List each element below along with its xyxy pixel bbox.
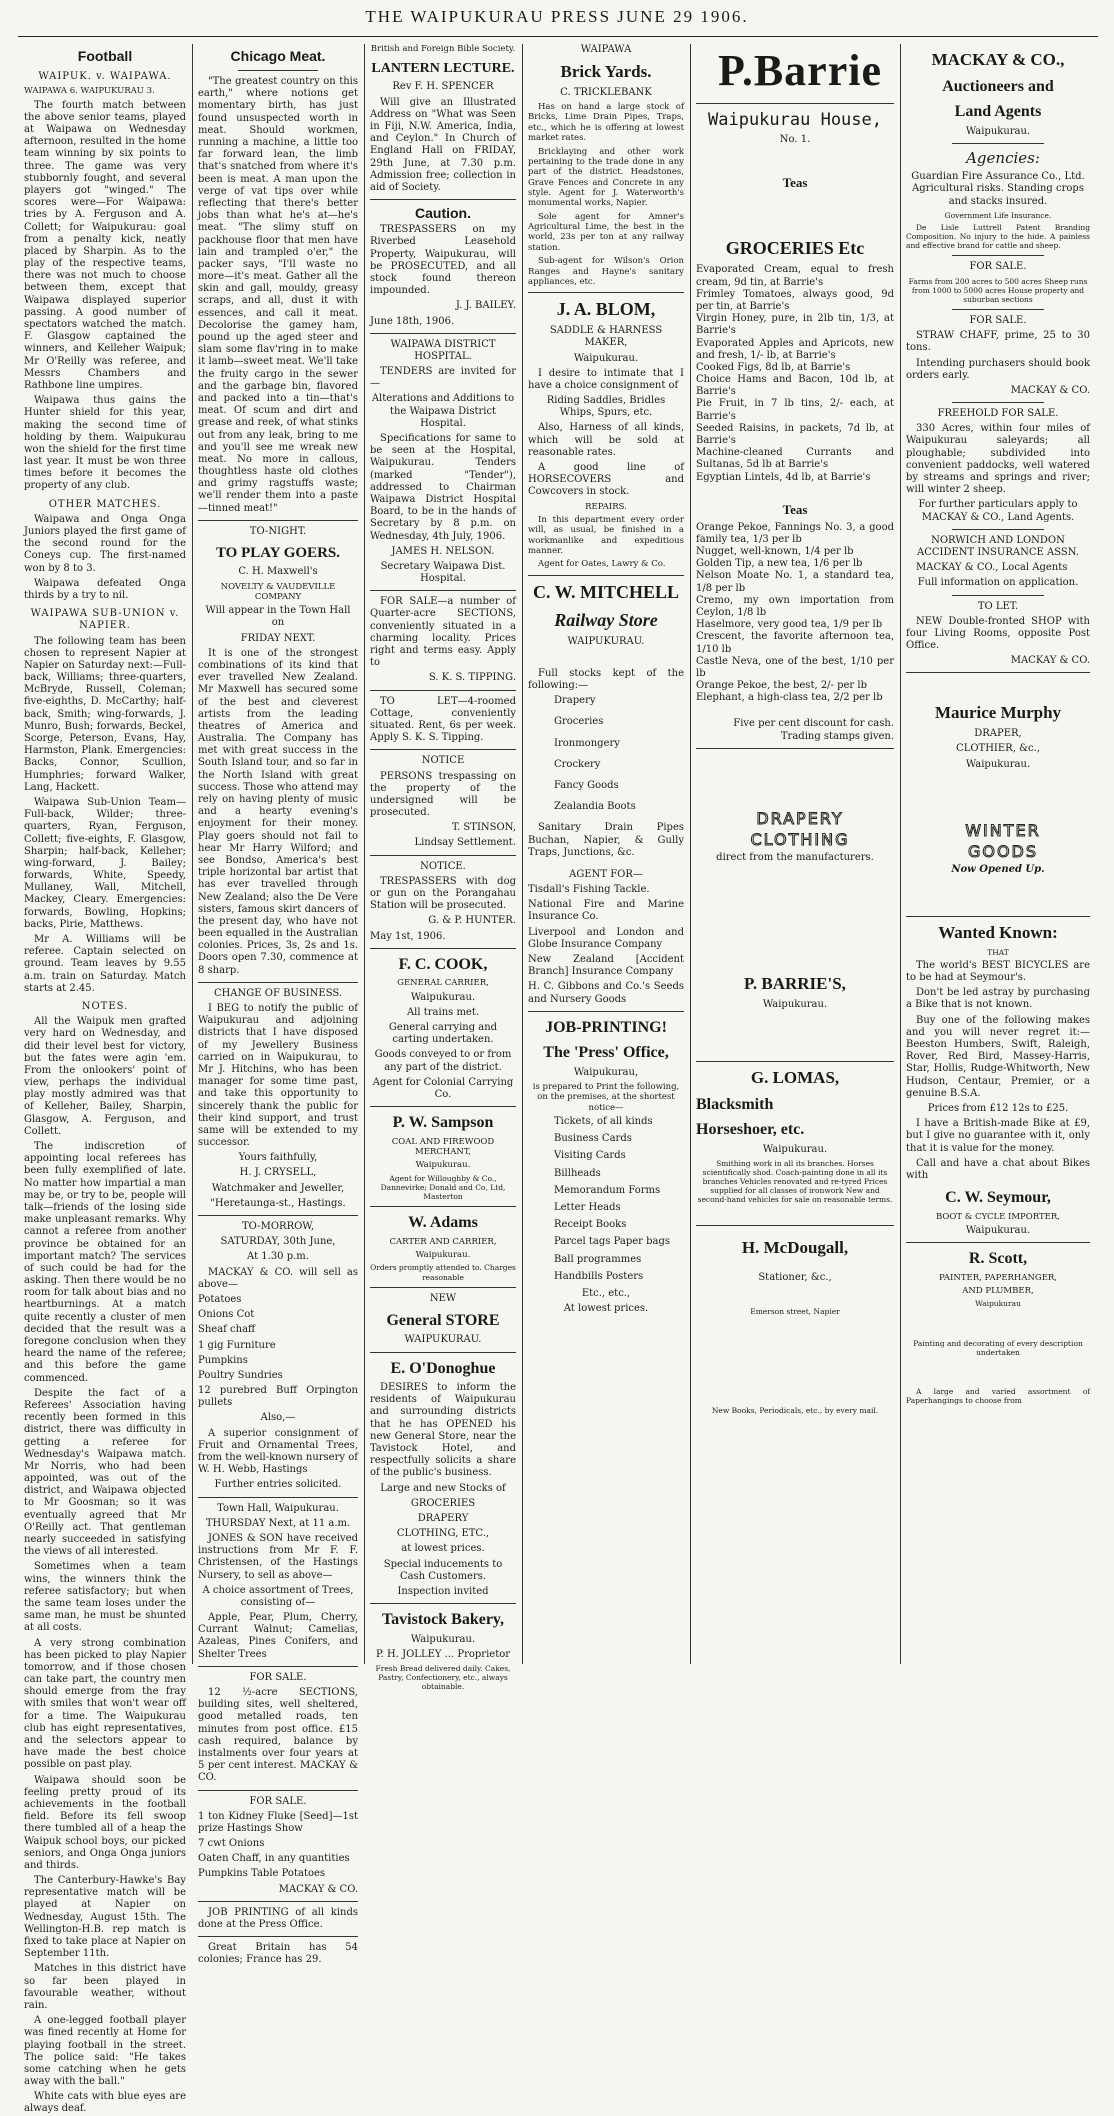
town: Waipukurau. [410,991,476,1003]
town: Waipukurau. [965,125,1031,137]
brick-heading: Brick Yards. [560,62,652,82]
tricklebank: C. TRICKLEBANK [560,86,652,98]
painting: Painting and decorating of every description undertaken [913,1338,1083,1357]
crysell: H. J. CRYSELL, [239,1167,317,1179]
jolley: P. H. JOLLEY ... Proprietor [375,1648,511,1660]
brick-ad: Bricklaying and other work pertaining to the trade done in any part of the district. Headstones, Grave Fences and Concrete in any style. Agent for J. Waterworth's monumental works, Napier. [528,146,684,209]
article-paragraph: All the Waipuk men grafted very hard on Wednesday, and did their level best for victory, but the fates were agin 'em. From the onlookers' point of view, perhaps the individual play mostly admired was that of Kelleher, Bailey, Sharpin, Glasgow, A. Ferguson, and Collett. [24,1016,186,1137]
acres: 330 Acres, within four miles of Waipukurau saleyards; all ploughable; subdivided into convenient paddocks, well watered by streams and springs and river; will winter 2 sheep. [906,423,1090,496]
divider [370,749,516,750]
job-printing-heading: JOB-PRINTING! [545,1018,667,1036]
column-barrie [690,44,900,1664]
column-four [522,44,690,1664]
stock-list [528,695,684,813]
football-heading: Football [77,48,133,64]
for-sale-heading: FOR SALE. [969,261,1027,273]
divider [528,575,684,576]
oates: Agent for Oates, Lawry & Co. [538,559,666,570]
stock-item: GROCERIES [410,1497,476,1509]
now-opened: Now Opened Up. [951,863,1045,875]
list-item: Tickets, of all kinds [554,1116,653,1128]
other-matches-heading: OTHER MATCHES. [48,498,162,510]
trees: Apple, Pear, Plum, Cherry, Currant Walnut; Camelias, Azaleas, Pines Conifers, and Shelter Trees [198,1612,358,1660]
barries: P. BARRIE'S, [744,974,846,994]
town: Waipukurau. [410,1633,476,1645]
divider [952,402,1044,403]
list-item: Receipt Books [554,1219,627,1231]
desire: I desire to intimate that I have a choice consignment of [528,367,684,391]
time: At 1.30 p.m. [247,1251,309,1263]
article-paragraph: Sometimes when a team wins, the winners think the referee satisfactory; but when the same team loses under the same man, he must be shunted at all costs. [24,1561,186,1634]
groceries-heading: GROCERIES Etc [725,238,865,259]
list-item: Fancy Goods [554,779,619,791]
chicago-heading: Chicago Meat. [230,48,326,64]
divider [370,1287,516,1288]
sale-line: Pumpkins Table Potatoes [198,1868,326,1880]
yours: Yours faithfully, [238,1152,318,1164]
town: Waipukurau. [762,998,828,1010]
divider [198,1497,358,1498]
company: NOVELTY & VAUDEVILLE COMPANY [220,581,336,602]
trains: All trains met. [406,1006,480,1018]
tenders: TENDERS are invited for— [370,366,516,390]
divider [696,103,894,104]
article-paragraph: Waipawa should soon be feeling pretty proud of its achievements in the football field. Before its fell swoop there tumbled all of a heap the Waipuk school boys, our picked seniors, and Onga Onga juniors and thirds. [24,1774,186,1871]
shop: NEW Double-fronted SHOP with four Living Rooms, opposite Post Office. [906,615,1090,652]
will-appear: Will appear in the Town Hall on [205,605,351,629]
that: THAT [987,947,1009,957]
freehold-heading: FREEHOLD FOR SALE. [937,408,1059,420]
speaker: Rev F. H. SPENCER [392,81,494,93]
groceries-list: Evaporated Cream, equal to fresh cream, 9d tin, at Barrie's Frimley Tomatoes, always good, 9d per tin, at Barrie's Virgin Honey, pure, in 2lb tin, 1/3, at Barrie's Evaporated Apples and Apricots, new and fresh, 1/- lb, at Barrie's Cooked Figs, 8d lb, at Barrie's Choice Hams and Bacon, 10d lb, at Barrie's Pie Fruit, in 7 lb tins, 2/- each, at Barrie's Seeded Raisins, in packets, 7d lb, at Barrie's Machine-cleaned Currants and Sultanas, 5d lb at Barrie's Egyptian Lintels, 4d lb, at Barrie's [696,264,894,483]
lot-item: Sheaf chaff [198,1324,256,1336]
thursday: THURSDAY Next, at 11 a.m. [205,1517,351,1529]
divider [198,520,358,521]
carrier: GENERAL CARRIER, [397,978,489,989]
column-three [364,44,522,1692]
article-paragraph: Waipawa defeated Onga thirds by a try to nil. [24,577,186,601]
choice: A choice assortment of Trees, consisting of— [202,1584,354,1608]
blom-heading: J. A. BLOM, [556,299,656,320]
divider [370,199,516,200]
brick-ad: Sub-agent for Wilson's Orion Ranges and Hayne's sanitary appliances, etc. [528,256,684,287]
list-item: Billheads [554,1167,601,1179]
emerson: Emerson street, Napier [750,1306,840,1316]
article-paragraph: The Canterbury-Hawke's Bay representative match will be played at Napier on Wednesday, August 15th. The Wellington-H.B. rep match is fixed to take place at Napier on September 11th. [24,1875,186,1960]
town: Waipukurau. [573,352,639,364]
list-item: Visiting Cards [554,1150,626,1162]
divider [198,982,358,983]
agent: Agent for Colonial Carrying Co. [372,1076,514,1100]
article-paragraph: Mr A. Williams will be referee. Captain selected on ground. Team leaves by 9.55 a.m. train on Saturday. Match starts at 2.45. [24,934,186,994]
sale-line: 7 cwt Onions [198,1838,265,1850]
trespass-ad: TRESPASSERS on my Riverbed Leasehold Property, Waipukurau, will be PROSECUTED, and all stock found thereon impounded. [370,224,516,297]
lowest: at lowest prices. [401,1543,485,1555]
waipukurau-house: Waipukurau House, [708,109,882,130]
teas-heading: Teas [782,501,808,517]
sections-ad: 12 ½-acre SECTIONS, building sites, well sheltered, good metalled roads, ten minutes from post office. £15 cash required, balance by instalments over four years at 5 per cent interest. MACKAY & CO. [198,1687,358,1784]
for-sale-heading: FOR SALE. [969,314,1027,326]
play-goers-heading: TO PLAY GOERS. [215,545,341,562]
score-line: WAIPAWA 6. WAIPUKURAU 3. [24,86,155,97]
agency: National Fire and Marine Insurance Co. [528,899,684,923]
printing-list [528,1116,684,1283]
specs: Specifications for same to be seen at the Hospital, Waipukurau. Tenders (marked "Tender"), addressed to Chairman Waipawa District Hospital Board, to be in the hands of Secretary by 8 p.m. on Wednesday, 4th July, 1906. [370,433,516,542]
divider [370,1206,516,1207]
divider [370,1352,516,1353]
winter-outline: WINTER [965,820,1041,840]
colonies: Great Britain has 54 colonies; France has 29. [198,1942,358,1966]
also: Also,— [260,1412,296,1424]
divider [906,672,1090,673]
orders: Orders promptly attended to. Charges reasonable [370,1263,516,1282]
lot-item: 1 gig Furniture [198,1339,276,1351]
list-item: Crockery [554,758,601,770]
divider [198,1215,358,1216]
odonoghue-heading: E. O'Donoghue [390,1359,496,1377]
divider [370,1603,516,1604]
desires: DESIRES to inform the residents of Waipukurau and surrounding districts that he has OPENED his new General Store, near the Tavistock Hotel, and respectfully solicits a share of the public's business. [370,1382,516,1479]
town: Waipukurau, [573,1066,639,1078]
divider [198,1936,358,1937]
to-let-ad: TO LET—4-roomed Cottage, conveniently situated. Rent, 6s per week. Apply S. K. S. Tipping. [370,695,516,744]
goods: Goods conveyed to or from any part of the district. [374,1049,512,1073]
clothing-outline: CLOTHING [750,830,850,850]
tavistock-heading: Tavistock Bakery, [381,1611,505,1629]
friday: FRIDAY NEXT. [240,632,316,644]
sale-line: Oaten Chaff, in any quantities [198,1853,350,1865]
stocks: Large and new Stocks of [380,1482,506,1494]
list-item: Ironmongery [554,737,620,749]
agent-for: Agent for Willoughby & Co., Dannevirke; Donald and Co, Ltd, Masterton [380,1173,506,1202]
etc: Etc., etc., [581,1287,631,1299]
agent-heading: AGENT FOR— [569,868,643,880]
draper: DRAPER, [974,728,1022,740]
lindsay: Lindsay Settlement. [414,837,516,849]
article-paragraph: Waipawa thus gains the Hunter shield for this year, making the second time of holding by them. Waipukurau won the shield for the first time last year. It must be won three times before it becomes the property of any club. [24,395,186,492]
ad-paragraph: It is one of the strongest combinations of its kind that ever travelled New Zealand. Mr Maxwell has secured some of the best and cleverest artists from the leading theatres of America and Australia. The Company has met with great success in the South Island tour, and so far in the North Island with great success. Those who attend may rely on having plenty of music and a hearty evening's enjoyment for their money. Play goers should not fail to hear Mr Harry Wilford; and see Bondso, America's best triple horizontal bar artist that has ever travelled through New Zealand; also the De Vere sisters, famous skirt dancers of the present day, who have not been equalled in the Australian colonies. Prices, 3s, 2s and 1s. Doors open 7.30, commence at 8 sharp. [198,647,358,976]
hunter: G. & P. HUNTER. [428,915,516,927]
no: No. 1. [779,134,811,146]
adams-heading: W. Adams [408,1214,478,1232]
full-stocks: Full stocks kept of the following:— [528,667,684,692]
town: Waipukurau. [965,758,1031,770]
secretary: Secretary Waipawa Dist. Hospital. [380,560,506,585]
carting: General carrying and carting undertaken. [388,1022,498,1046]
teas-heading: Teas [782,174,808,190]
to-let-heading: TO LET. [977,600,1019,612]
boot-cycle: BOOT & CYCLE IMPORTER, [936,1211,1060,1222]
mcdougall-heading: H. McDougall, [741,1237,849,1257]
special: Special inducements to Cash Customers. [383,1558,503,1582]
article-paragraph: Despite the fact of a Referees' Association having recently been formed in this district, there was difficulty in getting a referee for Wednesday's Waipawa match. Mr Norris, who had been appointed, was out of the district, and Waipawa objected to Mr Goosman; so it was eventually agreed that Mr O'Reilly act. That gentleman nearly succeeded in satisfying the views of all interested. [24,1387,186,1558]
town-hall: Town Hall, Waipukurau. [217,1502,339,1514]
stationer: Stationer, &c., [758,1272,832,1284]
inspection: Inspection invited [397,1585,489,1597]
town: Waipukurau [975,1299,1021,1309]
divider [906,916,1090,917]
tonight: TO-NIGHT. [249,525,307,537]
persons-ad: PERSONS trespassing on the property of the undersigned will be prosecuted. [370,770,516,819]
list-item: Handbills Posters [554,1270,644,1282]
sanitary: Sanitary Drain Pipes Buchan, Napier, & Gully Traps, Junctions, &c. [528,822,684,858]
notice-heading: NOTICE. [420,860,466,872]
brick-ad: Has on hand a large stock of Bricks, Lime Drain Pipes, Traps, etc., which he is offering at lowest market rates. [528,102,684,144]
teas-list: Orange Pekoe, Fannings No. 3, a good family tea, 1/3 per lb Nugget, well-known, 1/4 per lb Golden Tip, a new tea, 1/6 per lb Nelson Moate No. 1, a standard tea, 1/8 per lb Cremo, my own importation from Ceylon, 1/8 lb Haselmore, very good tea, 1/9 per lb Crescent, the favorite afternoon tea, 1/10 lb Castle Neva, one of the best, 1/10 per lb Orange Pekoe, the best, 2/- per lb Elephant, a high-class tea, 2/2 per lb [696,521,894,704]
mackay-sign: MACKAY & CO. [278,1883,358,1895]
divider [952,595,1044,596]
divider [370,1106,516,1107]
masthead: THE WAIPUKURAU PRESS JUNE 29 1906. [365,7,749,26]
sub-union-heading: WAIPAWA SUB-UNION v. NAPIER. [30,608,180,632]
divider [528,292,684,293]
plumber: AND PLUMBER, [962,1286,1034,1296]
carter: CARTER AND CARRIER, [389,1236,497,1247]
article-paragraph: Waipawa and Onga Onga Juniors played the first game of the second round for the Coneys cup. The first-named won by 8 to 3. [24,513,186,574]
divider [952,529,1044,530]
bicycle-paragraph: Buy one of the following makes and you will never regret it:—Beeston Humbers, Swift, Raleigh, Rover, Red Bird, Massey-Harris, Star, Hollis, Rudge-Whitworth, New Hudson, Centaur, Premier, or a genuine B.S.A. [906,1014,1090,1099]
local-agents: MACKAY & CO., Local Agents [916,562,1068,574]
norwich: NORWICH AND LONDON ACCIDENT INSURANCE ASSN. [916,534,1080,558]
bicycle-paragraph: Don't be led astray by purchasing a Bike that is not known. [906,987,1090,1011]
article-paragraph: A very strong combination has been picked to play Napier tomorrow, and if those chosen can take part, the country men should emerge from the fray with smiles that won't wear off for a time. The Waipukurau club has eight representatives, and the selectors appear to have made the best choice possible on past play. [24,1637,186,1771]
notice-heading: NOTICE [421,755,465,767]
lot-item: Potatoes [198,1293,242,1305]
new: NEW [429,1292,457,1304]
general-store: General STORE [386,1311,500,1329]
divider [370,855,516,856]
coal: COAL AND FIREWOOD MERCHANT, [391,1136,495,1158]
bread: Fresh Bread delivered daily. Cakes, Pastry, Confectionery, etc., always obtainable. [375,1663,511,1692]
store-town: WAIPUKURAU. [567,635,645,647]
mackay-sign: MACKAY & CO. [1010,384,1090,396]
direct: direct from the manufacturers. [716,851,874,863]
football-subheading: WAIPUK. v. WAIPAWA. [38,71,172,83]
riding: Riding Saddles, Bridles Whips, Spurs, etc. [546,395,666,419]
painter: PAINTER, PAPERHANGER, [938,1272,1058,1283]
lot-item: Pumpkins [198,1354,248,1366]
divider [952,309,1044,310]
press-office: The 'Press' Office, [543,1044,669,1062]
stock-item: CLOTHING, ETC., [396,1528,490,1540]
divider [238,70,318,71]
for-sale-heading: FOR SALE. [249,1795,307,1807]
town: Waipukurau. [415,1250,471,1261]
farms: Farms from 200 acres to 500 acres Sheep runs from 1000 to 5000 acres House property and suburban sections [908,276,1088,304]
info: Full information on application. [917,577,1079,589]
stock-item: DRAPERY [417,1512,469,1524]
straw: STRAW CHAFF, prime, 25 to 30 tons. [906,330,1090,354]
paperhangings: A large and varied assortment of Paperhangings to choose from [906,1386,1090,1405]
repairs-heading: REPAIRS. [585,501,627,512]
divider [906,1242,1090,1243]
date: May 1st, 1906. [370,930,446,942]
agency: Liverpool and London and Globe Insurance Company [528,926,684,950]
list-item: Letter Heads [554,1202,621,1214]
notes-heading: NOTES. [81,1000,129,1012]
mitchell-heading: C. W. MITCHELL [532,581,680,602]
column-mackay [900,44,1096,1664]
divider [370,333,516,334]
article-paragraph: "The greatest country on this earth," where notions get momentary birth, has just found unsuspected worth in meat. Should workmen, running a machine, a little too far forward lean, the limb that's snatched from where it's been is meat. A man upon the verge of vat tips over while reflecting that there's better jobs than what he's at—he's meat. "The slimy stuff on packhouse floor that men have lain and trampled o'er," the packer says, "I'll waste no more—it's meat. Gather all the skin and gall, mouldy, greasy scraps, and all, dust it with essences, and call it meat. Decolorise the gamey ham, pound up the aged steer and slam some flav'ring in to make it lamb—sweet meat. We'll take the fruity cargo in the sewer and the garbage bin, flavored and packed into a tin—that's meat. Of scum and dirt and grease and reek, of what stinks out from any leak, bring to me and you'll see me wreak new meat. No more in callous, thoughtless haste old clothes and grimy ragstuffs waste; we'll render them into a paste—tinned meat!" [198,76,358,514]
list-item: Ball programmes [554,1253,642,1265]
saturday: SATURDAY, 30th June, [220,1236,336,1248]
masthead-rule [18,36,1098,37]
column-football [18,44,192,2115]
drapery-outline: DRAPERY [756,808,844,828]
consignment: A superior consignment of Fruit and Ornamental Trees, from the well-known nursery of W. H. Webb, Hastings [198,1427,358,1476]
town: Waipukurau. [965,1224,1031,1236]
sampson-heading: P. W. Sampson [392,1114,494,1132]
agencies-heading: Agencies: [966,148,1040,167]
lecture: Will give an Illustrated Address on "What was Seen in Fiji, N.W. America, India, and Ceylon." In Church of England Hall on FRIDAY, 29th June, at 7.30 p.m. Admission free; collection in aid of Society. [370,96,516,193]
call: Call and have a chat about Bikes with [906,1157,1090,1181]
at-lowest: At lowest prices. [563,1303,649,1315]
town: Waipukurau. [762,1143,828,1155]
town: Waipukurau. [415,1160,471,1171]
list-item: Memorandum Forms [554,1184,661,1196]
tipping: S. K. S. TIPPING. [428,672,516,684]
new-books: New Books, Periodicals, etc., by every mail. [711,1405,879,1415]
article-paragraph: White cats with blue eyes are always deaf. [24,2091,186,2115]
brick-ad: Sole agent for Amner's Agricultural Lime, the best in the world, 23s per ton at any railway station. [528,211,684,253]
further-entries: Further entries solicited. [214,1479,342,1491]
list-item: Groceries [554,716,604,728]
murphy-heading: Maurice Murphy [934,703,1062,723]
prices: Prices from £12 12s to £25. [927,1102,1069,1114]
sale-line: 1 ton Kidney Fluke [Seed]—1st prize Hastings Show [198,1810,358,1834]
smithing: Smithing work in all its branches. Horses scientifically shod. Coach-painting done in all its branches Vehicles renovated and re-tyred Prices supplied for all classes of ironwork New and second-hand vehicles for sale on reasonable terms. [697,1158,893,1205]
divider [528,1011,684,1012]
land-agents: Land Agents [954,103,1042,121]
delisle: De Lisle Luttrell Patent Branding Composition. No injury to the hide. A painless and effective brand for cattle and sheep. [906,222,1090,251]
for-sale-ad: FOR SALE—a number of Quarter-acre SECTIONS, conveniently situated in a charming locality. Prices right and terms easy. Apply to [370,596,516,669]
divider [370,590,516,591]
lomas-heading: G. LOMAS, [750,1067,840,1087]
particulars: For further particulars apply to MACKAY & CO., Land Agents. [918,499,1078,523]
mackay-heading: MACKAY & CO., [931,50,1065,69]
job-printing: JOB PRINTING of all kinds done at the Press Office. [198,1906,358,1931]
divider [952,255,1044,256]
bicycle-paragraph: The world's BEST BICYCLES are to be had at Seymour's. [906,959,1090,984]
maxwell: C. H. Maxwell's [238,566,318,578]
gov-life: Government Life Insurance. [944,210,1052,220]
for-sale-heading: FOR SALE. [249,1671,307,1683]
hastings-address: "Heretaunga-st., Hastings. [210,1197,346,1209]
lot-item: 12 purebred Buff Orpington pullets [198,1385,358,1409]
dog-ad: TRESPASSERS with dog or gun on the Porangahau Station will be prosecuted. [370,875,516,912]
divider [198,1790,358,1791]
article-paragraph: The following team has been chosen to represent Napier at Napier on Saturday next:—Full-back, Williams; three-quarters, McBryde, Russell, Coleman; five-eighths, D. McCarthy; half-back, Smith; wing-forwards, J. Munro, Bush; forwards, Beckel, Scorge, Peterson, Evans, Hay, Harmston, Plank. Emergencies: Backs, Connor, Scullion, Humphries; forward Walker, Lang, Hackett. [24,635,186,793]
seymour-heading: C. W. Seymour, [945,1189,1051,1207]
horseshoer: Horseshoer, etc. [696,1121,805,1139]
blacksmith: Blacksmith [696,1095,774,1113]
railway-store: Railway Store [554,609,658,630]
article-paragraph: A one-legged football player was fined recently at Home for playing football in the street. The police said: "He takes some catching when he gets away with the ball." [24,2015,186,2088]
scott-heading: R. Scott, [968,1250,1028,1268]
lot-item: Poultry Sundries [198,1369,283,1381]
bailey: J. J. BAILEY. [455,300,516,312]
nelson: JAMES H. NELSON. [391,545,495,557]
watchmaker: Watchmaker and Jeweller, [211,1182,345,1194]
saddle: SADDLE & HARNESS MAKER, [549,325,663,349]
change-heading: CHANGE OF BUSINESS. [213,987,343,999]
mackay-sign: MACKAY & CO. [1010,655,1090,667]
article-paragraph: The fourth match between the above senior teams, played at Waipawa on Wednesday afternoon, resulted in the home team winning by six points to three. The game was very stubbornly fought, and several players got "winged." The scores were—For Waipawa: tries by A. Ferguson and A. Collett; for Waipukurau: goal from a penalty kick, neatly placed by Sharpin. As to the play of the respective teams, there was not much to choose between them, except that Waipawa displayed superior passing. A good number of spectators watched the match. F. Glasgow captained the winners, and Kelleher Waipuk; Mr O'Reilly was referee, and Messrs Chambers and Rathbone line umpires. [24,99,186,391]
bicycle-paragraph: I have a British-made Bike at £9, but I give no guarantee with it, only that it is value for the money. [906,1118,1090,1154]
date: June 18th, 1906. [370,315,455,327]
agency: Tisdall's Fishing Tackle. [528,884,650,896]
divider [696,1061,894,1062]
list-item: Drapery [554,695,596,707]
mackay-sell: MACKAY & CO. will sell as above— [198,1266,358,1290]
bible-society: British and Foreign Bible Society. [370,44,516,54]
lot-item: Onions Cot [198,1309,255,1321]
agency: New Zealand [Accident Branch] Insurance Company [528,954,684,978]
waipawa: WAIPAWA [580,44,632,55]
article-paragraph: The indiscretion of appointing local referees has been fully exemplified of late. No matter how impartial a man may be, or try to be, people will talk—friends of the losing side make unpleasant remarks. Why cannot a referee from another province be obtained for an important match? The services of such could be had for the asking. Then there would be no room for talk about bias and no heartburnings. At a match quite recently a cluster of men decided that the result was a foregone conclusion when they heard the name of the referee; and this before the game commenced. [24,1141,186,1384]
auctioneers: Auctioneers and [942,77,1054,95]
barrie-logo: P.Barrie [718,46,882,95]
hospital-heading: WAIPAWA DISTRICT HOSPITAL. [390,338,496,362]
jones-ad: JONES & SON have received instructions from Mr F. F. Christensen, of the Hastings Nursery, to sell as above— [198,1532,358,1581]
prepared: is prepared to Print the following, on the premises, at the shortest notice— [532,1082,680,1113]
alterations: Alterations and Additions to the Waipawa District Hospital. [371,393,515,429]
guardian: Guardian Fire Assurance Co., Ltd. Agricultural risks. Standing crops and stacks insured. [911,171,1085,207]
divider [370,690,516,691]
list-item: Business Cards [554,1133,632,1145]
divider [370,948,516,949]
divider [696,748,894,749]
ad-paragraph: I BEG to notify the public of Waipukurau and adjoining districts that I have disposed of my Jewellery Business carried on in Waipukurau, to Mr J. Hitchins, who has been manager for some time past, and take this opportunity to sincerely thank the public for their kind support, and trust same will be extended to my successor. [198,1003,358,1149]
harness: Also, Harness of all kinds, which will be sold at reasonable rates. [528,422,684,458]
article-paragraph: Matches in this district have so far been played in favourable weather, without rain. [24,1963,186,2011]
list-item: Zealandia Boots [554,801,636,813]
divider [198,1666,358,1667]
cook-heading: F. C. COOK, [398,955,488,973]
column-chicago [192,44,364,1966]
horsecovers: A good line of HORSECOVERS and Cowcovers in stock. [528,462,684,498]
intending: Intending purchasers should book orders early. [906,357,1090,381]
discount: Five per cent discount for cash. Trading stamps given. [733,718,894,742]
tomorrow: TO-MORROW, [241,1221,315,1233]
caution-heading: Caution. [415,205,471,222]
store-town: WAIPUKURAU. [404,1334,482,1346]
list-item: Parcel tags Paper bags [554,1236,671,1248]
goods-outline: GOODS [967,842,1039,862]
wanted-heading: Wanted Known: [938,923,1058,942]
agency: H. C. Gibbons and Co.'s Seeds and Nursery Goods [528,981,684,1005]
article-paragraph: Waipawa Sub-Union Team—Full-back, Wilder; three-quarters, Ryan, Ferguson, Collett; five-eights, F. Glasgow, Sharpin; half-back, Kelleher; wing-forward, J. Bailey; forwards, White, Speedy, Mullaney, Wall, Mitchell, Mackey, Cleary. Emergencies: forwards, Bowling, Hopkins; backs, Pirie, Matthews. [24,796,186,930]
stinson: T. STINSON, [451,822,516,834]
divider [198,1901,358,1902]
lantern-heading: LANTERN LECTURE. [371,61,515,77]
repairs: In this department every order will, as usual, be finished in a workmanlike and expeditious manner. [528,514,684,557]
clothier: CLOTHIER, &c., [956,743,1040,755]
divider [952,143,1044,144]
divider [696,1225,894,1226]
